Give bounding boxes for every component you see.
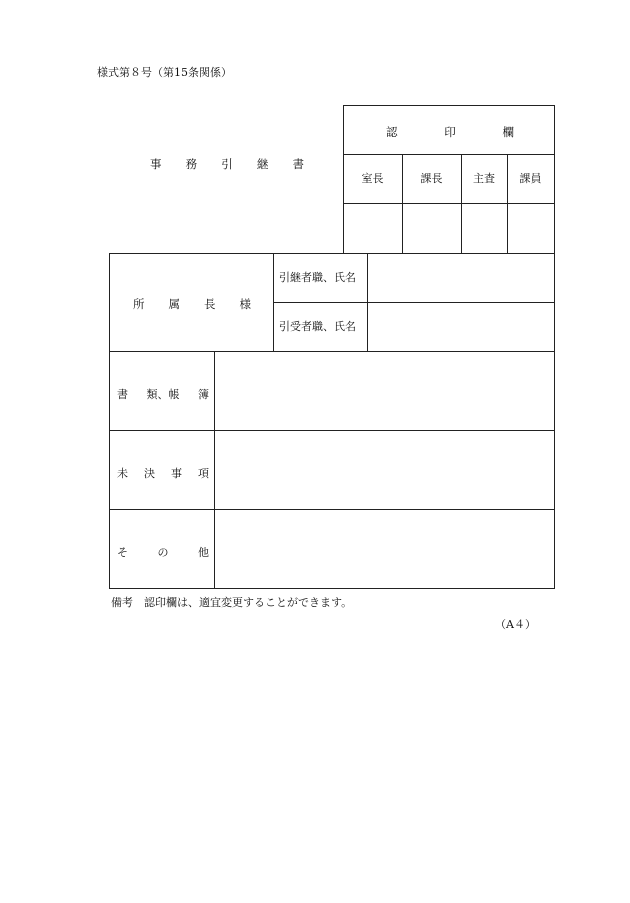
stamp-cell-shitsucho[interactable] [344, 204, 402, 252]
stamp-cell-kain[interactable] [508, 204, 554, 252]
title-char: 書 [292, 157, 304, 171]
section-field-documents[interactable] [215, 352, 554, 430]
approval-col-shitsucho: 室長 [361, 172, 384, 185]
approval-header-char: 認 [386, 125, 398, 139]
section-char: 事 [171, 467, 182, 480]
recipient-label [133, 296, 251, 312]
stamp-cell-shusa[interactable] [462, 204, 507, 252]
section-char: 他 [198, 546, 209, 559]
section-char: 決 [144, 467, 155, 480]
title-char: 務 [185, 157, 198, 171]
approval-col-kain: 課員 [519, 172, 542, 185]
note-text: 備考 認印欄は、適宜変更することができます。 [111, 596, 353, 609]
recipient-char: 属 [168, 297, 180, 311]
section-field-pending[interactable] [215, 431, 554, 509]
section-label-other [117, 544, 209, 560]
receiver-person-label: 引受者職、氏名 [279, 320, 356, 333]
document-title [150, 156, 304, 172]
section-char: そ [117, 546, 128, 559]
title-char: 引 [221, 157, 233, 171]
approval-header-char: 欄 [502, 125, 514, 139]
approval-col-shusa: 主査 [473, 172, 495, 185]
section-char: 未 [117, 467, 128, 480]
approval-header [386, 124, 514, 140]
section-label-pending [117, 465, 209, 481]
paper-size-label: （A４） [495, 618, 536, 631]
section-label-documents [117, 386, 209, 402]
title-char: 事 [150, 157, 162, 171]
stamp-cell-kacho[interactable] [403, 204, 461, 252]
recipient-char: 長 [204, 297, 216, 311]
section-char: 簿 [198, 388, 209, 401]
form-number: 様式第８号（第15条関係） [97, 66, 232, 79]
section-char: 類、帳 [146, 388, 180, 401]
recipient-char: 様 [239, 297, 251, 311]
section-char: の [157, 546, 169, 559]
section-char: 書 [117, 388, 128, 401]
recipient-char: 所 [133, 297, 145, 311]
section-field-other[interactable] [215, 510, 554, 588]
approval-col-kacho: 課長 [420, 172, 443, 185]
handover-person-field[interactable] [368, 254, 554, 302]
approval-header-char: 印 [444, 125, 456, 139]
handover-person-label: 引継者職、氏名 [279, 271, 356, 284]
receiver-person-field[interactable] [368, 303, 554, 351]
section-char: 項 [198, 467, 209, 480]
title-char: 継 [256, 157, 269, 171]
